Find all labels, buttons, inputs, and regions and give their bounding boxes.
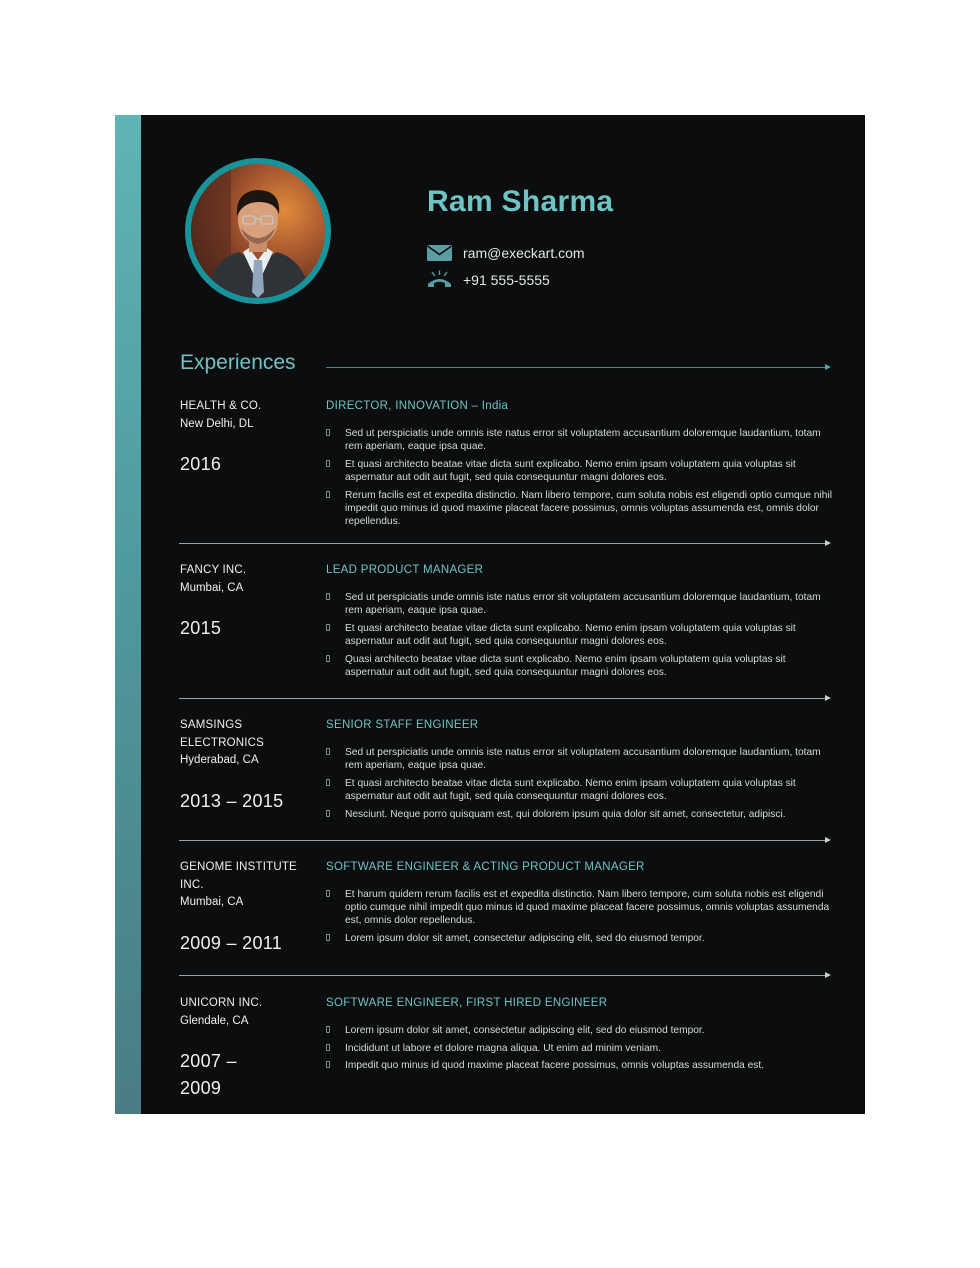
accent-side-strip — [115, 115, 141, 1114]
list-item — [326, 808, 832, 821]
entry-divider — [179, 975, 829, 976]
list-item-text: Impedit quo minus id quod maxime placeat facere possimus, omnis voluptas assumenda est. — [345, 1060, 765, 1072]
profile-photo-frame — [185, 158, 331, 304]
experience-years: 2013 – 2015 — [180, 790, 284, 811]
list-item-text: Sed ut perspiciatis unde omnis iste natus error sit voluptatem accusantium doloremque laudantium, totam rem aperiam, eaque ipsa quae. — [345, 747, 821, 772]
experience-meta — [180, 995, 310, 1102]
experience-details — [326, 859, 832, 950]
bullet-box-icon — [326, 934, 330, 941]
experience-details — [326, 995, 832, 1077]
list-item — [326, 777, 832, 803]
list-item-text: Et quasi architecto beatae vitae dicta sunt explicabo. Nemo enim ipsam voluptatem quia voluptas sit aspernatur aut odit aut fugit, sed quia consequuntur magni dolores eos. — [345, 622, 796, 647]
responsibility-list — [326, 746, 832, 821]
bullet-box-icon — [326, 429, 330, 436]
list-item-text: Nesciunt. Neque porro quisquam est, qui dolorem ipsum quia dolor sit amet, consectetur, adipisci. — [345, 808, 786, 820]
list-item-text: Rerum facilis est et expedita distinctio. Nam libero tempore, cum soluta nobis est eligendi optio cumque nihil impedit quo minus id quod maxime placeat facere possimus, omnis voluptas assumenda est, omnis dolor repellendus. — [345, 489, 832, 527]
experience-details — [326, 562, 832, 683]
experience-meta — [180, 398, 310, 478]
ringing-phone-icon — [426, 270, 453, 290]
phone-text: +91 555-5555 — [463, 272, 550, 288]
bullet-box-icon — [326, 779, 330, 786]
experience-years: 2015 — [180, 618, 222, 638]
company-location: Hyderabad, CA — [180, 754, 259, 766]
list-item-text: Et quasi architecto beatae vitae dicta sunt explicabo. Nemo enim ipsam voluptatem quia voluptas sit aspernatur aut odit aut fugit, sed quia consequuntur magni dolores eos. — [345, 777, 796, 802]
section-divider — [326, 367, 829, 368]
job-title: SENIOR STAFF ENGINEER — [326, 719, 479, 731]
responsibility-list — [326, 888, 832, 945]
responsibility-list — [326, 427, 832, 528]
bullet-box-icon — [326, 1061, 330, 1068]
company-location: Mumbai, CA — [180, 896, 244, 908]
list-item — [326, 653, 832, 679]
experiences-heading: Experiences — [180, 351, 296, 374]
list-item-text: Lorem ipsum dolor sit amet, consectetur adipiscing elit, sed do eiusmod tempor. — [345, 1025, 705, 1036]
experience-meta — [180, 562, 310, 642]
bullet-box-icon — [326, 491, 330, 498]
list-item — [326, 1024, 832, 1037]
job-title: SOFTWARE ENGINEER, FIRST HIRED ENGINEER — [326, 997, 608, 1009]
experience-meta — [180, 859, 310, 957]
list-item — [326, 427, 832, 453]
list-item — [326, 1042, 832, 1055]
list-item-text: Sed ut perspiciatis unde omnis iste natus error sit voluptatem accusantium doloremque laudantium, totam rem aperiam, eaque ipsa quae. — [345, 428, 821, 453]
bullet-box-icon — [326, 593, 330, 600]
list-item — [326, 458, 832, 484]
company-name: SAMSINGS ELECTRONICS — [180, 719, 264, 749]
list-item — [326, 888, 832, 928]
job-title-text: DIRECTOR, INNOVATION — [326, 400, 469, 412]
experience-years: 2007 – 2009 — [180, 1051, 237, 1098]
company-location: Glendale, CA — [180, 1014, 249, 1027]
job-title — [326, 398, 832, 415]
bullet-box-icon — [326, 655, 330, 662]
job-location: – India — [471, 400, 509, 412]
bullet-box-icon — [326, 1026, 330, 1033]
profile-photo — [191, 164, 325, 298]
list-item — [326, 489, 832, 529]
company-name: HEALTH & CO. — [180, 400, 262, 412]
company-name: GENOME INSTITUTE INC. — [180, 861, 297, 891]
phone-row — [426, 270, 550, 290]
bullet-box-icon — [326, 1044, 330, 1051]
list-item-text: Lorem ipsum dolor sit amet, consectetur adipiscing elit, sed do eiusmod tempor. — [345, 933, 705, 944]
company-location: New Delhi, DL — [180, 417, 254, 430]
list-item — [326, 746, 832, 772]
entry-divider — [179, 698, 829, 699]
company-name: FANCY INC. — [180, 564, 247, 576]
experience-years: 2009 – 2011 — [180, 932, 283, 953]
list-item-text: Quasi architecto beatae vitae dicta sunt explicabo. Nemo enim ipsam voluptatem quia voluptas sit aspernatur aut odit aut fugit, sed quia consequuntur magni dolores eos. — [345, 653, 786, 678]
email-row — [426, 243, 585, 263]
entry-divider — [179, 840, 829, 841]
bullet-box-icon — [326, 748, 330, 755]
bullet-box-icon — [326, 460, 330, 467]
resume-page — [115, 115, 865, 1114]
company-name: UNICORN INC. — [180, 997, 263, 1009]
bullet-box-icon — [326, 810, 330, 817]
responsibility-list — [326, 591, 832, 679]
entry-divider — [179, 543, 829, 544]
experience-details — [326, 398, 832, 533]
experience-details — [326, 717, 832, 825]
list-item — [326, 591, 832, 617]
list-item — [326, 932, 832, 945]
email-text: ram@execkart.com — [463, 245, 585, 261]
list-item-text: Et harum quidem rerum facilis est et expedita distinctio. Nam libero tempore, cum soluta nobis est eligendi optio cumque nihil impedit quo minus id quod maxime placeat facere possimus, omnis voluptas assumenda est, omnis dolor repellendus. — [345, 889, 830, 927]
envelope-icon — [426, 243, 453, 263]
list-item — [326, 1059, 832, 1072]
list-item-text: Sed ut perspiciatis unde omnis iste natus error sit voluptatem accusantium doloremque laudantium, totam rem aperiam, eaque ipsa quae. — [345, 592, 821, 617]
candidate-name: Ram Sharma — [427, 185, 614, 218]
job-title: LEAD PRODUCT MANAGER — [326, 564, 484, 576]
responsibility-list — [326, 1024, 832, 1072]
company-location: Mumbai, CA — [180, 581, 244, 594]
list-item-text: Et quasi architecto beatae vitae dicta sunt explicabo. Nemo enim ipsam voluptatem quia voluptas sit aspernatur aut odit aut fugit, sed quia consequuntur magni dolores eos. — [345, 458, 796, 483]
job-title: SOFTWARE ENGINEER & ACTING PRODUCT MANAGER — [326, 861, 645, 873]
experience-meta — [180, 717, 310, 815]
list-item — [326, 622, 832, 648]
list-item-text: Incididunt ut labore et dolore magna aliqua. Ut enim ad minim veniam. — [345, 1042, 661, 1054]
bullet-box-icon — [326, 890, 330, 897]
experience-years: 2016 — [180, 454, 222, 474]
bullet-box-icon — [326, 624, 330, 631]
